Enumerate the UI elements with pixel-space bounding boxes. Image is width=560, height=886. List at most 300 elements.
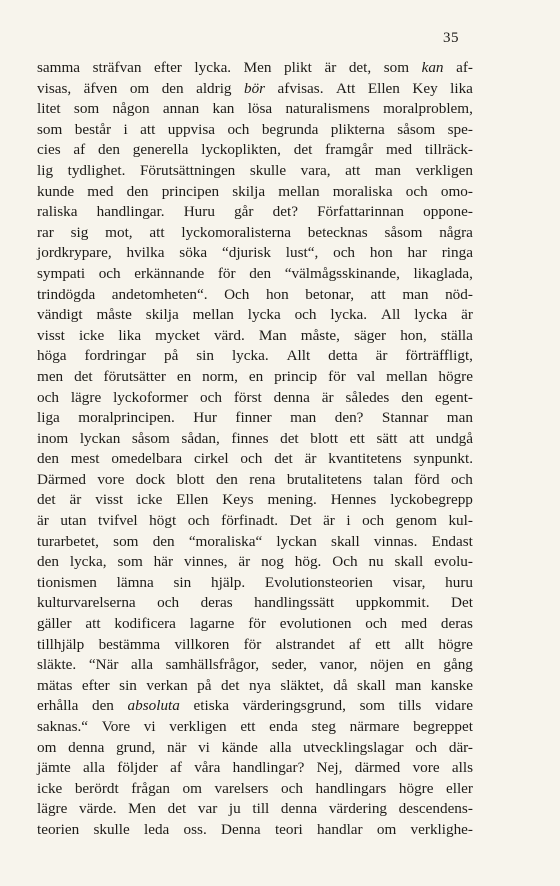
word: denna [68, 738, 105, 756]
word: visst [95, 491, 124, 509]
word: Hur [193, 409, 217, 427]
word: och [333, 244, 356, 262]
word: erkännande [134, 264, 205, 282]
word: afvisas. [277, 79, 324, 97]
word: icke [78, 326, 105, 344]
word: inom [37, 429, 69, 447]
word: rena [249, 470, 276, 488]
word: på [163, 347, 179, 365]
word: som [73, 100, 100, 118]
word: och [362, 512, 385, 530]
word: och [405, 182, 428, 200]
word: gäller [37, 615, 72, 633]
word: sätt [376, 429, 398, 447]
word: lyckan [276, 532, 317, 550]
word: skilja [145, 306, 179, 324]
italic-word: bör [243, 79, 266, 97]
word: det [280, 429, 299, 447]
text-line [37, 367, 473, 388]
word: måste [96, 306, 132, 324]
text-line [37, 388, 473, 409]
word: plikt [284, 59, 312, 76]
word: med [87, 182, 114, 200]
word: eller [446, 779, 473, 797]
word: nya [248, 676, 271, 694]
word: har [407, 244, 427, 262]
word: moralproblem, [383, 100, 473, 118]
text-line [37, 717, 473, 738]
word: lig [37, 161, 54, 179]
word: etiska [193, 697, 229, 715]
word: vi [143, 718, 156, 735]
word: och [294, 306, 317, 324]
word: turarbetet, [37, 532, 99, 550]
word: af [73, 141, 86, 159]
text-line [37, 120, 473, 141]
word: och [415, 738, 438, 756]
word: rar [37, 223, 54, 241]
word: alla [83, 759, 105, 777]
word: af [170, 759, 182, 777]
word: spe- [447, 120, 473, 138]
text-line [37, 470, 473, 491]
word: teori [274, 820, 303, 838]
word: frågan [131, 779, 171, 797]
word: några [439, 223, 473, 241]
word: blott [310, 429, 339, 447]
word: hon [369, 244, 393, 262]
word: består [74, 120, 112, 138]
word: mot, [105, 223, 133, 241]
word: “När [88, 656, 119, 674]
word: moralprincipen. [78, 409, 175, 427]
word: värderingsgrund, [242, 697, 346, 715]
word: Man [258, 326, 287, 344]
word: begrunda [261, 120, 319, 138]
word: steg [311, 718, 336, 735]
word: det [293, 141, 313, 159]
word: måste, [300, 326, 340, 344]
word: att [140, 120, 156, 138]
word: förd [414, 470, 440, 488]
word: den [37, 553, 59, 571]
body-text [37, 58, 473, 841]
word: betonar, [305, 285, 355, 303]
word: och [240, 450, 263, 468]
word: då [333, 676, 348, 694]
word: den [91, 697, 114, 715]
word: uppvisa [167, 120, 216, 138]
word: vändigt [37, 306, 83, 324]
text-line [37, 243, 473, 264]
word: där- [448, 738, 473, 756]
word: cirkel [194, 450, 229, 468]
word: Och [224, 285, 250, 303]
word: Det [289, 512, 312, 530]
word: släkte. [37, 656, 77, 674]
word: vi [198, 738, 210, 756]
text-line [37, 305, 473, 326]
word: blott [176, 470, 205, 488]
word: såsom [397, 120, 436, 138]
word: som [359, 697, 385, 715]
word: att [85, 615, 101, 633]
word: hvilka [126, 244, 165, 262]
word: annan [162, 100, 200, 118]
word: med [400, 615, 428, 633]
word: att [409, 429, 425, 447]
word: Nej, [316, 759, 343, 777]
word: är [37, 512, 49, 530]
word: med [385, 141, 413, 159]
word: raliska [37, 203, 78, 221]
word: denna [280, 800, 318, 818]
word: var [197, 800, 218, 818]
word: men [37, 367, 64, 385]
word: någon [112, 100, 150, 118]
word: visst [37, 326, 65, 344]
word: trindögda [37, 285, 96, 303]
word: ett [349, 429, 365, 447]
word: den [37, 450, 59, 468]
word: mätas [37, 676, 73, 694]
word: en [176, 367, 192, 385]
word: tills [398, 697, 422, 715]
word: ett [375, 635, 391, 653]
word: tydlighet. [67, 161, 126, 179]
word: allt [404, 635, 425, 653]
word: kvantitetens [328, 450, 402, 468]
word: deras [200, 594, 233, 612]
word: värd. [213, 326, 245, 344]
word: i [346, 512, 351, 530]
word: lagarne [189, 615, 235, 633]
word: oss. [183, 820, 207, 838]
text-line [37, 635, 473, 656]
word: och [98, 264, 121, 282]
word: uppkommit. [355, 594, 430, 612]
text-line [37, 532, 473, 553]
word: hög. [294, 553, 322, 571]
text-line [37, 779, 473, 800]
word: är [375, 347, 388, 365]
word: är [69, 491, 82, 509]
word: vara, [300, 161, 331, 179]
word: lyckomoralisterna [181, 223, 291, 241]
word: det [37, 491, 56, 509]
word: saknas.“ [37, 718, 89, 735]
word: Evolutionsteorien [264, 573, 373, 591]
word: Och [332, 553, 358, 571]
text-line [37, 573, 473, 594]
word: våra [194, 759, 221, 777]
word: en [416, 656, 431, 674]
word: seder, [271, 656, 307, 674]
word: lycka. [330, 306, 368, 324]
word: lycka [414, 306, 448, 324]
word: till [252, 800, 270, 818]
word: oppone- [423, 203, 473, 221]
word: fordringar [84, 347, 147, 365]
word: först [233, 388, 262, 406]
text-line [37, 676, 473, 697]
word: af [349, 635, 361, 653]
word: aldrig [196, 79, 232, 97]
word: när [166, 738, 187, 756]
word: alla [131, 656, 153, 674]
word: descendens- [398, 800, 473, 818]
word: den [249, 264, 272, 282]
word: Men [243, 59, 272, 76]
word: den [126, 182, 149, 200]
word: den [152, 532, 175, 550]
word: dock [135, 470, 166, 488]
text-line [37, 820, 473, 841]
word: mening. [267, 491, 317, 509]
word: att [149, 223, 165, 241]
word: Därmed [37, 470, 86, 488]
word: efter [81, 676, 110, 694]
text-line [37, 408, 473, 429]
word: lyckoplikten, [201, 141, 281, 159]
word: brutalitetens [286, 470, 362, 488]
word: Det [451, 594, 473, 612]
word: skall [331, 532, 360, 550]
word: evolutionen [279, 615, 352, 633]
word: liga [37, 409, 60, 427]
word: vore [412, 759, 440, 777]
word: synpunkt. [413, 450, 473, 468]
word: lösa [247, 100, 273, 118]
word: leda [143, 820, 170, 838]
word: andetomheten“. [111, 285, 208, 303]
page-number: 35 [443, 30, 459, 46]
word: utvecklingslagar [303, 738, 404, 756]
text-line [37, 58, 473, 79]
word: naturalismens [285, 100, 370, 118]
text-line [37, 552, 473, 573]
word: tillräck- [424, 141, 473, 159]
text-line [37, 285, 473, 306]
word: evolu- [434, 553, 473, 571]
word: finner [235, 409, 272, 427]
word: skilja [232, 182, 266, 200]
word: man [374, 161, 402, 179]
word: sin [119, 676, 137, 694]
word: skall [394, 553, 424, 571]
text-line [37, 140, 473, 161]
word: mycket [155, 326, 200, 344]
word: “välmågsskinande, [284, 264, 400, 282]
word: kan [212, 100, 235, 118]
word: är [324, 59, 337, 76]
text-line [37, 758, 473, 779]
word: skulle [93, 820, 130, 838]
word: principen [161, 182, 220, 200]
word: högre [438, 635, 473, 653]
word: lika [118, 326, 142, 344]
word: den [161, 79, 184, 97]
word: undgå [435, 429, 473, 447]
word: om [376, 820, 397, 838]
word: “moraliska“ [188, 532, 263, 550]
word: Hennes [330, 491, 377, 509]
word: värde. [79, 800, 117, 818]
word: plikterna [330, 120, 385, 138]
word: deras [440, 615, 473, 633]
text-line [37, 326, 473, 347]
text-line [37, 799, 473, 820]
word: nöjen [369, 656, 404, 674]
word: grund, [116, 738, 156, 756]
word: handlingar? [232, 759, 305, 777]
word: om [37, 738, 57, 756]
word: det [274, 450, 293, 468]
word: är [461, 306, 473, 324]
word: sin [173, 573, 192, 591]
word: lämna [116, 573, 154, 591]
word: alla [269, 738, 292, 756]
word: hon [265, 285, 289, 303]
word: högt [149, 512, 177, 530]
word: likaglada, [413, 264, 473, 282]
word: hon, [400, 326, 427, 344]
word: lust“, [285, 244, 319, 262]
word: mellan [192, 306, 234, 324]
word: som [383, 59, 410, 76]
word: som [37, 120, 63, 138]
text-line [37, 202, 473, 223]
word: “djurisk [221, 244, 271, 262]
word: utan [60, 512, 87, 530]
word: teorien [37, 820, 80, 838]
word: af- [456, 59, 473, 76]
text-line [37, 449, 473, 470]
word: omo- [440, 182, 473, 200]
word: man [402, 285, 429, 303]
word: i [123, 120, 128, 138]
word: villkoren [174, 635, 230, 653]
word: lägre [37, 800, 68, 818]
word: sträfvan [92, 59, 142, 76]
word: lyckobegrepp [390, 491, 473, 509]
word: högre [438, 367, 473, 385]
word: således [345, 388, 390, 406]
word: man [290, 409, 317, 427]
word: omedelbara [111, 450, 183, 468]
word: kodificera [114, 615, 176, 633]
word: enda [269, 718, 298, 735]
word: äfven [83, 79, 118, 97]
word: det [220, 676, 240, 694]
word: efter [154, 59, 182, 76]
word: genom [395, 512, 437, 530]
word: verkligen [169, 718, 227, 735]
word: erhålla [37, 697, 79, 715]
word: Vore [101, 718, 131, 735]
word: att [370, 285, 386, 303]
word: ställa [440, 326, 473, 344]
word: betecknas [307, 223, 368, 241]
italic-word: kan [421, 59, 444, 76]
word: vidare [434, 697, 473, 715]
word: vanor, [319, 656, 358, 674]
word: en [248, 367, 264, 385]
word: och [200, 388, 222, 406]
word: Allt [286, 347, 311, 365]
word: moraliska [332, 182, 393, 200]
word: kul- [448, 512, 473, 530]
word: sådan, [181, 429, 220, 447]
word: Keys [222, 491, 254, 509]
word: för [248, 615, 266, 633]
word: söka [179, 244, 208, 262]
text-line [37, 593, 473, 614]
word: Denna [221, 820, 261, 838]
word: värdering [328, 800, 388, 818]
word: princip [274, 367, 318, 385]
word: icke [137, 491, 163, 509]
word: och [227, 120, 250, 138]
word: högre [398, 779, 434, 797]
word: finnes [231, 429, 269, 447]
word: handlingar. [96, 203, 165, 221]
word: vinnes, [183, 553, 228, 571]
word: lyckan [79, 429, 121, 447]
word: ett [240, 718, 256, 735]
word: och [365, 615, 388, 633]
word: verklighe- [410, 820, 473, 838]
word: närmare [349, 718, 400, 735]
word: lycka. [231, 347, 269, 365]
word: litet [37, 100, 61, 118]
word: lycka [247, 306, 281, 324]
word: lycka. [194, 59, 232, 76]
text-line [37, 655, 473, 676]
word: förfinadt. [221, 512, 279, 530]
word: verkligen [415, 161, 473, 179]
word: mest [70, 450, 100, 468]
word: tillhjälp [37, 635, 85, 653]
word: tionismen [37, 573, 97, 591]
word: för [328, 367, 346, 385]
word: framgår [325, 141, 374, 159]
italic-word: absoluta [127, 697, 180, 715]
word: såsom [131, 429, 170, 447]
word: Ellen [176, 491, 209, 509]
word: om [129, 79, 150, 97]
word: handlingars [315, 779, 387, 797]
word: är [304, 450, 317, 468]
word: är [323, 512, 335, 530]
word: den [401, 388, 424, 406]
word: det [74, 367, 93, 385]
text-line [37, 738, 473, 759]
word: kunde [37, 182, 75, 200]
word: det? [272, 203, 298, 221]
text-line [37, 223, 473, 244]
word: visar, [392, 573, 426, 591]
word: varelsers [214, 779, 269, 797]
word: talan [373, 470, 403, 488]
word: och [450, 470, 473, 488]
word: som [117, 553, 143, 571]
word: sig [70, 223, 89, 241]
word: nog [261, 553, 284, 571]
text-line [37, 696, 473, 717]
word: handlingssätt [254, 594, 335, 612]
text-line [37, 429, 473, 450]
